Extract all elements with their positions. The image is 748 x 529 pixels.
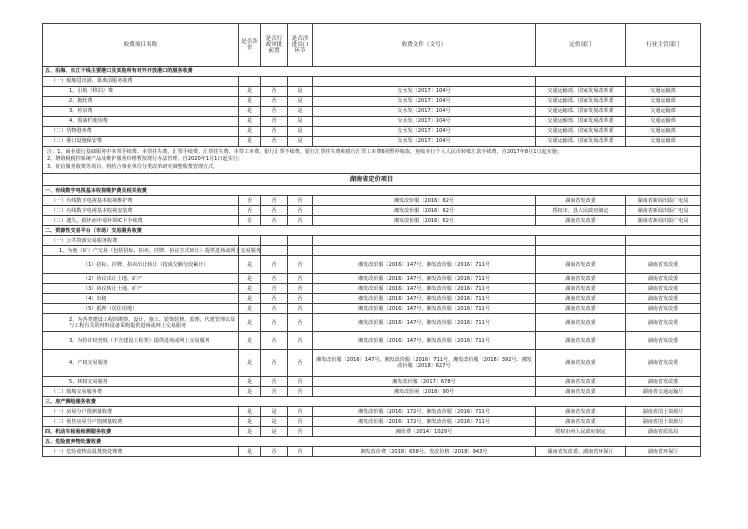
section-heading-row (43, 186, 701, 196)
cell-document-number: 湘发改价服〔2016〕147号、湘发改价服〔2016〕711号、湘发改价服〔2018〕392号、湘发改价服〔2018〕627号 (313, 350, 536, 377)
cell-competent-department (626, 236, 701, 246)
cell-is-import-export (288, 246, 313, 256)
table-row (43, 417, 701, 427)
notes-row (43, 147, 701, 174)
cell-competent-department: 湖南省发改委 (626, 256, 701, 274)
table-row (43, 427, 701, 437)
cell-item-name: （2）协议出让土地、矿产 (43, 274, 239, 284)
cell-item-name: （1）招标、挂牌、拍卖出让转让（按成交额分段累计） (43, 256, 239, 274)
cell-is-enterprise: 是 (239, 274, 261, 284)
cell-document-number: 湘发改价服〔2016〕147号、湘发改价服〔2016〕711号 (313, 256, 536, 274)
cell-competent-department: 湖南省新闻出版广电局 (626, 196, 701, 206)
cell-is-import-export: 否 (288, 216, 313, 226)
cell-competent-department: 交通运输部 (626, 87, 701, 97)
cell-is-approval-prerequisite: 否 (261, 284, 288, 294)
cell-is-import-export: 否 (288, 332, 313, 350)
cell-competent-department: 湖南省交通运输厅 (626, 387, 701, 397)
header-approval-prerequisite: 是否行政审批前置 (261, 24, 288, 67)
cell-document-number: 湘发改价服〔2016〕62号 (313, 216, 536, 226)
cell-is-import-export: 否 (288, 417, 313, 427)
cell-document-number: 交水发〔2017〕104号 (313, 137, 536, 147)
cell-item-name: 1、引航（移泊）费 (43, 87, 239, 97)
cell-pricing-department (536, 246, 626, 256)
section-heading-row (43, 437, 701, 447)
section-caption: 湖南省定价项目 (43, 174, 701, 186)
cell-pricing-department: 湖南省发改委 (536, 294, 626, 304)
cell-item-name: 2、为各类建设工程的勘察、设计、施工、装饰装修、监理、代建管理以及与工程有关的材料设备采购提供进场或网上交易服务 (43, 314, 239, 332)
cell-document-number: 湘发改价服〔2016〕147号、湘发改价服〔2016〕711号 (313, 284, 536, 294)
cell-pricing-department: 湖南省发改委 (536, 407, 626, 417)
cell-competent-department: 湖南省发改委 (626, 284, 701, 294)
cell-is-import-export (288, 236, 313, 246)
table-row (43, 137, 701, 147)
cell-document-number: 湘发改价服〔2016〕172号、湘发改价服〔2016〕711号 (313, 407, 536, 417)
cell-pricing-department: 交通运输部、国家发展改革委 (536, 97, 626, 107)
cell-is-approval-prerequisite: 否 (261, 87, 288, 97)
notes-cell (43, 147, 701, 174)
cell-pricing-department: 湖南省发改委 (536, 314, 626, 332)
cell-item-name: （5）抵押（居住用地） (43, 304, 239, 314)
table-row (43, 304, 701, 314)
header-competent-department: 行业主管部门 (626, 24, 701, 67)
table-row (43, 236, 701, 246)
cell-is-import-export: 否 (288, 284, 313, 294)
cell-competent-department: 交通运输部 (626, 97, 701, 107)
cell-item-name: （4）出租 (43, 294, 239, 304)
table-row (43, 377, 701, 387)
cell-pricing-department: 湖南省发改委 (536, 284, 626, 294)
header-enterprise: 是否涉企 (239, 24, 261, 67)
section-heading: 二、资源性交易平台（市场）交易服务收费 (43, 226, 701, 236)
cell-competent-department: 湖南省新闻出版广电局 (626, 206, 701, 216)
cell-is-approval-prerequisite: 否 (261, 377, 288, 387)
cell-is-import-export: 是 (288, 117, 313, 127)
cell-competent-department: 湖南省发改委 (626, 350, 701, 377)
cell-item-name: 3、为特许经营权（不含建设工程类）提供进场或网上交易服务 (43, 332, 239, 350)
cell-is-approval-prerequisite (261, 77, 288, 87)
table-row (43, 206, 701, 216)
cell-competent-department: 交通运输部 (626, 107, 701, 117)
cell-competent-department: 交通运输部 (626, 127, 701, 137)
cell-pricing-department: 湖南省发改委 (536, 256, 626, 274)
cell-is-approval-prerequisite: 否 (261, 350, 288, 377)
cell-competent-department: 湖南省国土资源厅 (626, 417, 701, 427)
cell-document-number (313, 246, 536, 256)
cell-item-name: （三）港口设施保安费 (43, 137, 239, 147)
cell-is-enterprise (239, 77, 261, 87)
cell-is-import-export: 否 (288, 274, 313, 284)
cell-document-number: 湘发改价服〔2016〕147号、湘发改价服〔2016〕711号 (313, 314, 536, 332)
cell-document-number: 湘发改价服〔2016〕172号、湘发改价服〔2016〕711号 (313, 417, 536, 427)
cell-competent-department: 湖南省发改委 (626, 304, 701, 314)
cell-is-enterprise: 是 (239, 284, 261, 294)
cell-is-import-export: 是 (288, 97, 313, 107)
table-row (43, 216, 701, 226)
cell-competent-department: 湖南省发改委 (626, 274, 701, 284)
cell-competent-department: 交通运输部 (626, 137, 701, 147)
cell-is-enterprise: 否 (239, 206, 261, 216)
cell-competent-department: 湖南省发改委 (626, 377, 701, 387)
table-row (43, 294, 701, 304)
cell-is-approval-prerequisite: 否 (261, 314, 288, 332)
cell-is-approval-prerequisite: 否 (261, 447, 288, 457)
cell-is-approval-prerequisite: 是 (261, 417, 288, 427)
cell-document-number: 湘发改价服〔2016〕147号、湘发改价服〔2016〕711号 (313, 294, 536, 304)
cell-is-import-export: 否 (288, 294, 313, 304)
table-row (43, 387, 701, 397)
cell-competent-department: 湖南省新闻出版广电局 (626, 216, 701, 226)
cell-is-enterprise: 是 (239, 387, 261, 397)
cell-item-name: 5、林权交易服务 (43, 377, 239, 387)
table-row (43, 447, 701, 457)
cell-is-enterprise: 是 (239, 256, 261, 274)
cell-is-import-export: 否 (288, 314, 313, 332)
cell-is-approval-prerequisite: 是 (261, 407, 288, 417)
cell-is-import-export: 是 (288, 107, 313, 117)
cell-item-name: 1、为地（矿）产交易（包括招标、拍卖、挂牌、协议方式转让）提供进场或网上交易服务 (43, 246, 239, 256)
cell-is-enterprise: 是 (239, 137, 261, 147)
cell-pricing-department: 湖南省发改委 (536, 274, 626, 284)
cell-item-name: （一）船舶进出港、靠离泊服务收费 (43, 77, 239, 87)
cell-pricing-department: 湖南省发改委 (536, 417, 626, 427)
table-row (43, 77, 701, 87)
cell-is-enterprise: 是 (239, 314, 261, 332)
cell-item-name: （一）有线数字电视基本收视维护费 (43, 196, 239, 206)
cell-document-number: 湘发改价服〔2016〕62号 (313, 196, 536, 206)
cell-competent-department (626, 77, 701, 87)
cell-is-import-export: 是 (288, 127, 313, 137)
table-row (43, 127, 701, 137)
cell-item-name: 2、拖轮费 (43, 97, 239, 107)
cell-item-name: （二）预售房屋分户图测量收费 (43, 417, 239, 427)
cell-is-enterprise: 是 (239, 294, 261, 304)
cell-is-approval-prerequisite: 否 (261, 294, 288, 304)
cell-item-name: （一）公共资源交易服务收费 (43, 236, 239, 246)
cell-is-enterprise: 是 (239, 350, 261, 377)
cell-competent-department: 湖南省发改委 (626, 294, 701, 304)
cell-item-name: （二）船舶交易服务费 (43, 387, 239, 397)
cell-pricing-department: 湖南省发改委、湖南省环保厅 (536, 447, 626, 457)
cell-item-name: 四、机动车检验检测服务收费 (43, 427, 239, 437)
table-row (43, 246, 701, 256)
cell-is-enterprise: 是 (239, 304, 261, 314)
table-row (43, 117, 701, 127)
cell-is-approval-prerequisite: 否 (261, 256, 288, 274)
fee-table-body (43, 24, 701, 457)
header-document-number: 收费文件（文号） (313, 24, 536, 67)
cell-document-number: 交水发〔2017〕104号 (313, 97, 536, 107)
cell-is-approval-prerequisite: 否 (261, 332, 288, 350)
cell-competent-department: 湖南省发改委 (626, 332, 701, 350)
cell-is-import-export: 否 (288, 377, 313, 387)
cell-competent-department: 湖南省环保厅 (626, 447, 701, 457)
cell-pricing-department: 湖南省发改委 (536, 350, 626, 377)
cell-document-number (313, 236, 536, 246)
note-line: 2、增值税税控系统产品及维护服务价格暂按现行办法管理，自2020年1月1日起实行； (47, 156, 243, 163)
cell-is-import-export: 否 (288, 256, 313, 274)
cell-competent-department: 湖南省国土资源厅 (626, 407, 701, 417)
cell-is-enterprise: 是 (239, 427, 261, 437)
cell-document-number: 交水发〔2017〕104号 (313, 127, 536, 137)
cell-is-approval-prerequisite: 否 (261, 387, 288, 397)
table-row (43, 256, 701, 274)
cell-is-enterprise: 否 (239, 216, 261, 226)
cell-document-number: 湘发改价服〔2017〕678号 (313, 377, 536, 387)
cell-is-approval-prerequisite: 否 (261, 196, 288, 206)
cell-is-approval-prerequisite: 否 (261, 97, 288, 107)
cell-is-import-export: 是 (288, 87, 313, 97)
header-import-export: 是否涉进出口环节 (288, 24, 313, 67)
cell-pricing-department: 交通运输部、国家发展改革委 (536, 87, 626, 97)
section-heading-row (43, 226, 701, 236)
cell-document-number: 交水发〔2017〕104号 (313, 107, 536, 117)
cell-pricing-department: 交通运输部、国家发展改革委 (536, 117, 626, 127)
cell-pricing-department: 湖南省发改委 (536, 196, 626, 206)
cell-pricing-department: 湖南省发改委 (536, 332, 626, 350)
cell-pricing-department: 湖南省发改委 (536, 377, 626, 387)
table-row (43, 332, 701, 350)
cell-is-approval-prerequisite: 是 (261, 427, 288, 437)
cell-item-name: （一）房屋分户图测量收费 (43, 407, 239, 417)
cell-is-import-export: 否 (288, 350, 313, 377)
cell-item-name: 3、停泊费 (43, 107, 239, 117)
cell-document-number: 湘发改价函〔2018〕90号 (313, 387, 536, 397)
cell-is-approval-prerequisite: 否 (261, 216, 288, 226)
table-row (43, 314, 701, 332)
cell-competent-department: 交通运输部 (626, 117, 701, 127)
cell-is-import-export (288, 77, 313, 87)
table-row (43, 196, 701, 206)
cell-item-name: （二）货物港务费 (43, 127, 239, 137)
cell-is-import-export: 否 (288, 196, 313, 206)
section-heading: 三、房产测绘服务收费 (43, 397, 701, 407)
cell-is-approval-prerequisite: 否 (261, 127, 288, 137)
cell-is-approval-prerequisite: 否 (261, 117, 288, 127)
cell-is-import-export: 否 (288, 447, 313, 457)
cell-pricing-department: 湖南省发改委 (536, 216, 626, 226)
cell-item-name: （3）协议转让土地、矿产 (43, 284, 239, 294)
cell-is-enterprise: 是 (239, 447, 261, 457)
cell-pricing-department (536, 77, 626, 87)
cell-is-enterprise (239, 236, 261, 246)
table-row (43, 284, 701, 294)
cell-item-name: 4、产权交易服务 (43, 350, 239, 377)
cell-competent-department: 湖南省发改委 (626, 314, 701, 332)
cell-is-enterprise: 是 (239, 117, 261, 127)
cell-pricing-department: 交通运输部、国家发展改革委 (536, 127, 626, 137)
cell-is-approval-prerequisite: 否 (261, 206, 288, 216)
cell-item-name: 4、围油栏使用费 (43, 117, 239, 127)
cell-pricing-department: 湖南省发改委 (536, 387, 626, 397)
cell-is-import-export: 否 (288, 206, 313, 216)
cell-is-enterprise: 是 (239, 332, 261, 350)
cell-document-number: 湘价费〔2014〕1029号 (313, 427, 536, 437)
cell-document-number: 湘发改价费〔2018〕658号、发改价格〔2018〕943号 (313, 447, 536, 457)
section-heading: 五、危险废弃物处置收费 (43, 437, 701, 447)
cell-is-import-export: 否 (288, 427, 313, 437)
cell-is-enterprise: 是 (239, 407, 261, 417)
note-line: 3、征信服务收费等项目，将结合事业单位分类改革研究调整收费管理方式。 (47, 163, 219, 170)
cell-document-number: 湘发改价服〔2016〕147号、湘发改价服〔2016〕711号 (313, 274, 536, 284)
cell-is-approval-prerequisite: 否 (261, 137, 288, 147)
cell-is-enterprise: 是 (239, 377, 261, 387)
cell-document-number: 湘发改价服〔2016〕62号 (313, 206, 536, 216)
cell-item-name: （二）有线数字电视基本收视安装费 (43, 206, 239, 216)
cell-is-enterprise: 是 (239, 97, 261, 107)
cell-document-number: 交水发〔2017〕104号 (313, 87, 536, 97)
cell-is-approval-prerequisite (261, 246, 288, 256)
section-heading: 一、有线数字电视基本收视维护费及相关收费 (43, 186, 701, 196)
cell-is-approval-prerequisite: 否 (261, 304, 288, 314)
cell-document-number: 交水发〔2017〕104号 (313, 117, 536, 127)
cell-is-import-export: 否 (288, 304, 313, 314)
fee-table (42, 23, 701, 457)
cell-is-enterprise: 是 (239, 127, 261, 137)
table-row (43, 107, 701, 117)
section-heading: 五、沿海、长江干线主要港口及其他所有对外开放港口的服务收费 (43, 67, 701, 77)
table-row (43, 274, 701, 284)
header-pricing-department: 定价部门 (536, 24, 626, 67)
cell-document-number: 湘发改价服〔2016〕147号、湘发改价服〔2016〕711号 (313, 332, 536, 350)
cell-document-number: 湘发改价服〔2016〕147号、湘发改价服〔2016〕711号 (313, 304, 536, 314)
cell-is-approval-prerequisite: 否 (261, 274, 288, 284)
cell-pricing-department: 授权市、县人民政府制定 (536, 206, 626, 216)
cell-is-enterprise: 是 (239, 417, 261, 427)
cell-competent-department (626, 246, 701, 256)
cell-pricing-department (536, 236, 626, 246)
cell-is-import-export: 否 (288, 387, 313, 397)
cell-document-number (313, 77, 536, 87)
cell-pricing-department: 授权市州人民政府制定 (536, 427, 626, 437)
table-header-row (43, 24, 701, 67)
section-caption-row (43, 174, 701, 186)
header-item-name: 收费项目名称 (43, 24, 239, 67)
cell-item-name: （三）遗失、损坏而申请补领IC卡手续费 (43, 216, 239, 226)
cell-competent-department: 湖南省质监局 (626, 427, 701, 437)
table-row (43, 97, 701, 107)
cell-is-enterprise: 否 (239, 196, 261, 206)
cell-is-approval-prerequisite (261, 236, 288, 246)
table-row (43, 87, 701, 97)
section-heading-row (43, 67, 701, 77)
cell-is-enterprise: 是 (239, 107, 261, 117)
cell-item-name: （一）危险废物高温焚烧处理费 (43, 447, 239, 457)
table-row (43, 350, 701, 377)
table-row (43, 407, 701, 417)
cell-pricing-department: 交通运输部、国家发展改革委 (536, 107, 626, 117)
note-line: 注：1、商业银行基础服务中本票手续费、本票挂失费、汇票手续费、汇票挂失费、本票工本费、银行汇票手续费、银行汇票挂失费和银行汇票工本费6项暂停收取，免收本行个人人民币转账汇款手续费，自2017年8月1日起实施； (47, 149, 562, 155)
cell-is-import-export: 否 (288, 407, 313, 417)
section-heading-row (43, 397, 701, 407)
cell-pricing-department: 交通运输部、国家发展改革委 (536, 137, 626, 147)
cell-is-import-export: 是 (288, 137, 313, 147)
cell-is-enterprise: 是 (239, 87, 261, 97)
cell-pricing-department: 湖南省发改委 (536, 304, 626, 314)
cell-is-approval-prerequisite: 否 (261, 107, 288, 117)
